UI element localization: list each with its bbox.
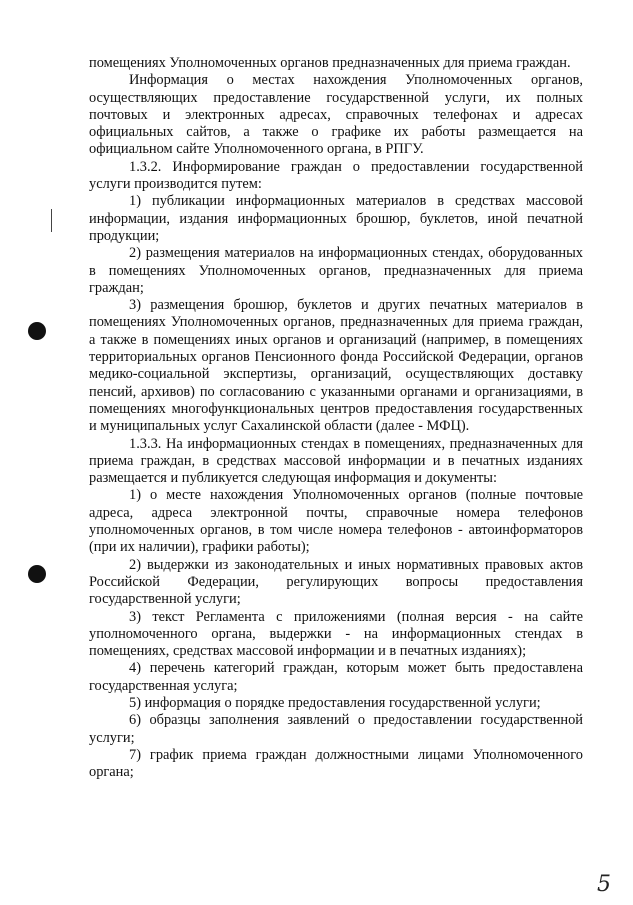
page-number: 5: [597, 872, 611, 897]
paragraph: 1.3.3. На информационных стендах в помещениях, предназначенных для приема граждан, в средствах массовой информации и в печатных изданиях размещается и публикуется следующая информация и документы:: [89, 435, 583, 487]
paragraph: 3) размещения брошюр, буклетов и других печатных материалов в помещениях Уполномоченных органов, предназначенных для приема граждан, а также в помещениях иных органов и организаций (например, в помещениях территориальных органов Пенсионного фонда Российской Федерации, органов медико-социальной экспертизы, организаций, осуществляющих доставку пенсий, архивов) по согласованию с указанными органами и организациями, в помещениях многофункциональных центров предоставления государственных и муниципальных услуг Сахалинской области (далее - МФЦ).: [89, 297, 583, 435]
paragraph: 2) размещения материалов на информационных стендах, оборудованных в помещениях Уполномоченных органов, предназначенных для приема граждан;: [89, 245, 583, 296]
paragraph: 5) информация о порядке предоставления государственной услуги;: [129, 694, 541, 711]
document-body: [89, 55, 583, 781]
paragraph: 4) перечень категорий граждан, которым может быть предоставлена государственная услуга;: [89, 660, 583, 694]
punch-hole-bottom: [28, 565, 46, 583]
paragraph: 7) график приема граждан должностными лицами Уполномоченного органа;: [89, 746, 583, 781]
paragraph: 1) публикации информационных материалов в средствах массовой информации, издания информационных брошюр, буклетов, иной печатной продукции;: [89, 193, 583, 244]
paragraph: 1) о месте нахождения Уполномоченных органов (полные почтовые адреса, адреса электронной почты, справочные номера телефонов уполномоченных органов, в том числе номера телефонов - автоинформаторов (при их наличии), графики работы);: [89, 487, 583, 556]
punch-hole-top: [28, 322, 46, 340]
paragraph: Информация о местах нахождения Уполномоченных органов, осуществляющих предоставление государственной услуги, их полных почтовых и электронных адресах, справочных телефонах и адресах официальных сайтов, а также о графике их работы размещается на официальном сайте Уполномоченного органа, в РПГУ.: [89, 72, 583, 158]
paragraph: помещениях Уполномоченных органов предназначенных для приема граждан.: [89, 55, 571, 71]
paragraph: 2) выдержки из законодательных и иных нормативных правовых актов Российской Федерации, регулирующих вопросы предоставления государственной услуги;: [89, 556, 583, 608]
paragraph: 3) текст Регламента с приложениями (полная версия - на сайте уполномоченного органа, выдержки - на информационных стендах в помещениях, средствах массовой информации и в печатных изданиях);: [89, 608, 583, 660]
paragraph: 6) образцы заполнения заявлений о предоставлении государственной услуги;: [89, 712, 583, 746]
paragraph: 1.3.2. Информирование граждан о предоставлении государственной услуги производится путем:: [89, 158, 583, 193]
margin-mark: [51, 209, 52, 232]
